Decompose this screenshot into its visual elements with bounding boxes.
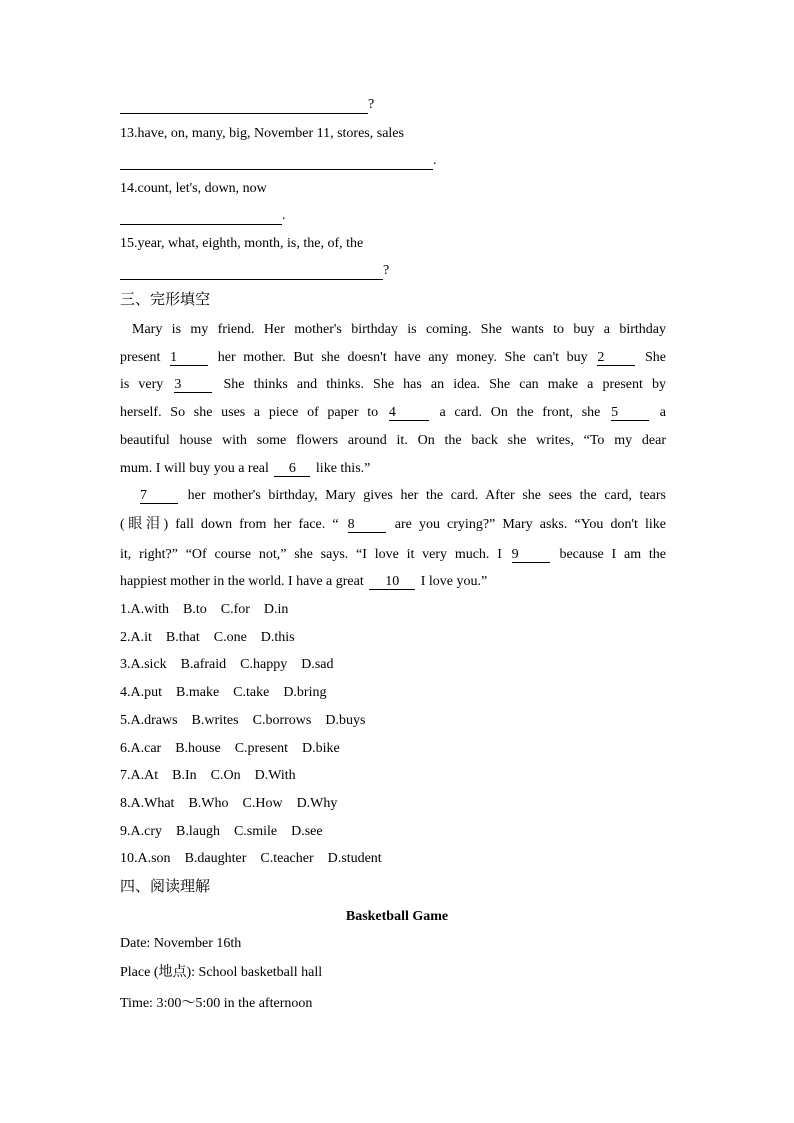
option-6-A[interactable]: 6.A.car [120, 741, 162, 756]
cloze-text: I love you.” [417, 574, 488, 589]
answer-blank[interactable] [120, 210, 282, 225]
option-2-D[interactable]: D.this [260, 630, 295, 645]
option-4-A[interactable]: 4.A.put [120, 685, 162, 700]
q12-answer-line [120, 96, 374, 114]
cloze-text: beautiful house with some flowers around it. On the back she writes, “To my dear [120, 433, 666, 448]
option-5-D[interactable]: D.buys [325, 713, 366, 728]
q12-end-mark: ? [368, 97, 375, 112]
q13-answer-line [120, 152, 437, 170]
cloze-blank-10[interactable]: 10 [369, 574, 415, 590]
option-9-A[interactable]: 9.A.cry [120, 824, 162, 839]
option-row-10 [120, 850, 396, 868]
cloze-blank-6[interactable]: 6 [274, 461, 310, 477]
cloze-line [120, 573, 666, 591]
option-5-A[interactable]: 5.A.draws [120, 713, 178, 728]
option-1-D[interactable]: D.in [263, 602, 289, 617]
cloze-line [120, 404, 666, 422]
cloze-line [120, 460, 666, 478]
answer-blank[interactable] [120, 99, 368, 114]
option-8-C[interactable]: C.How [242, 796, 283, 811]
cloze-blank-8[interactable]: 8 [348, 517, 386, 533]
cloze-line [120, 321, 666, 339]
option-1-C[interactable]: C.for [220, 602, 250, 617]
option-4-D[interactable]: D.bring [283, 685, 327, 700]
cloze-text: present [120, 350, 169, 365]
option-6-C[interactable]: C.present [234, 741, 288, 756]
reading-heading: 四、阅读理解 [120, 877, 211, 895]
option-8-B[interactable]: B.Who [188, 796, 229, 811]
cloze-line [120, 487, 666, 505]
option-row-2 [120, 629, 309, 647]
cloze-text: herself. So she uses a piece of paper to [120, 405, 387, 420]
cloze-text: because I am the [551, 547, 666, 562]
cloze-text: Mary is my friend. Her mother's birthday is coming. She wants to buy a birthday [132, 322, 666, 337]
cloze-blank-1[interactable]: 1 [170, 350, 208, 366]
cloze-text: (眼泪) fall down from her face. “ [120, 517, 346, 532]
q14-prompt: 14.count, let's, down, now [120, 181, 267, 196]
option-8-A[interactable]: 8.A.What [120, 796, 175, 811]
option-row-9 [120, 823, 337, 841]
cloze-text: mum. I will buy you a real [120, 461, 273, 476]
option-3-D[interactable]: D.sad [301, 657, 334, 672]
cloze-text: She thinks and thinks. She has an idea. She can make a present by [214, 377, 666, 392]
cloze-text: are you crying?” Mary asks. “You don't like [387, 517, 666, 532]
cloze-text: like this.” [312, 461, 371, 476]
q14-answer-line [120, 207, 286, 225]
option-1-A[interactable]: 1.A.with [120, 602, 169, 617]
option-row-6 [120, 740, 354, 758]
answer-blank[interactable] [120, 265, 383, 280]
cloze-blank-2[interactable]: 2 [597, 350, 635, 366]
option-row-5 [120, 712, 379, 730]
option-9-C[interactable]: C.smile [233, 824, 278, 839]
option-5-B[interactable]: B.writes [191, 713, 239, 728]
reading-date: Date: November 16th [120, 936, 242, 951]
cloze-line [120, 546, 666, 564]
option-1-B[interactable]: B.to [183, 602, 207, 617]
option-10-C[interactable]: C.teacher [260, 851, 314, 866]
cloze-text: She [637, 350, 666, 365]
option-row-4 [120, 684, 340, 702]
q15-end-mark: ? [383, 263, 390, 278]
q13-prompt: 13.have, on, many, big, November 11, stores, sales [120, 126, 404, 141]
cloze-text: her mother. But she doesn't have any money. She can't buy [210, 350, 596, 365]
option-row-8 [120, 795, 351, 813]
reading-title: Basketball Game [345, 909, 449, 924]
cloze-blank-9[interactable]: 9 [512, 547, 550, 563]
answer-blank[interactable] [120, 155, 433, 170]
cloze-blank-4[interactable]: 4 [389, 405, 429, 421]
option-10-B[interactable]: B.daughter [184, 851, 247, 866]
cloze-line [120, 432, 666, 450]
option-7-A[interactable]: 7.A.At [120, 768, 159, 783]
option-9-D[interactable]: D.see [291, 824, 323, 839]
cloze-line [120, 516, 666, 534]
cloze-text: it, right?” “Of course not,” she says. “I love it very much. I [120, 547, 510, 562]
option-10-A[interactable]: 10.A.son [120, 851, 171, 866]
q15-prompt: 15.year, what, eighth, month, is, the, of, the [120, 236, 364, 251]
option-row-3 [120, 656, 348, 674]
option-6-D[interactable]: D.bike [301, 741, 340, 756]
option-4-C[interactable]: C.take [233, 685, 270, 700]
cloze-blank-3[interactable]: 3 [174, 377, 212, 393]
option-2-A[interactable]: 2.A.it [120, 630, 152, 645]
option-3-A[interactable]: 3.A.sick [120, 657, 167, 672]
option-7-C[interactable]: C.On [210, 768, 241, 783]
cloze-text: her mother's birthday, Mary gives her the card. After she sees the card, tears [180, 488, 666, 503]
option-10-D[interactable]: D.student [327, 851, 382, 866]
option-5-C[interactable]: C.borrows [252, 713, 312, 728]
cloze-heading: 三、完形填空 [120, 290, 211, 308]
cloze-text: happiest mother in the world. I have a great [120, 574, 368, 589]
option-4-B[interactable]: B.make [176, 685, 220, 700]
option-row-1 [120, 601, 302, 619]
option-8-D[interactable]: D.Why [296, 796, 338, 811]
option-9-B[interactable]: B.laugh [176, 824, 220, 839]
cloze-text: a [651, 405, 666, 420]
q14-end-mark: . [282, 208, 286, 223]
cloze-line [120, 349, 666, 367]
option-7-B[interactable]: B.In [172, 768, 197, 783]
option-6-B[interactable]: B.house [175, 741, 221, 756]
cloze-blank-7[interactable]: 7 [140, 488, 178, 504]
option-3-B[interactable]: B.afraid [180, 657, 227, 672]
q13-end-mark: . [433, 153, 437, 168]
option-3-C[interactable]: C.happy [240, 657, 288, 672]
option-7-D[interactable]: D.With [254, 768, 296, 783]
option-row-7 [120, 767, 310, 785]
cloze-line [120, 376, 666, 394]
cloze-blank-5[interactable]: 5 [611, 405, 649, 421]
q15-answer-line [120, 262, 389, 280]
cloze-text: a card. On the front, she [430, 405, 610, 420]
cloze-text: is very [120, 377, 173, 392]
option-2-B[interactable]: B.that [165, 630, 200, 645]
reading-time: Time: 3:00～5:00 in the afternoon [120, 996, 313, 1011]
reading-place: Place (地点): School basketball hall [120, 965, 323, 980]
option-2-C[interactable]: C.one [213, 630, 247, 645]
